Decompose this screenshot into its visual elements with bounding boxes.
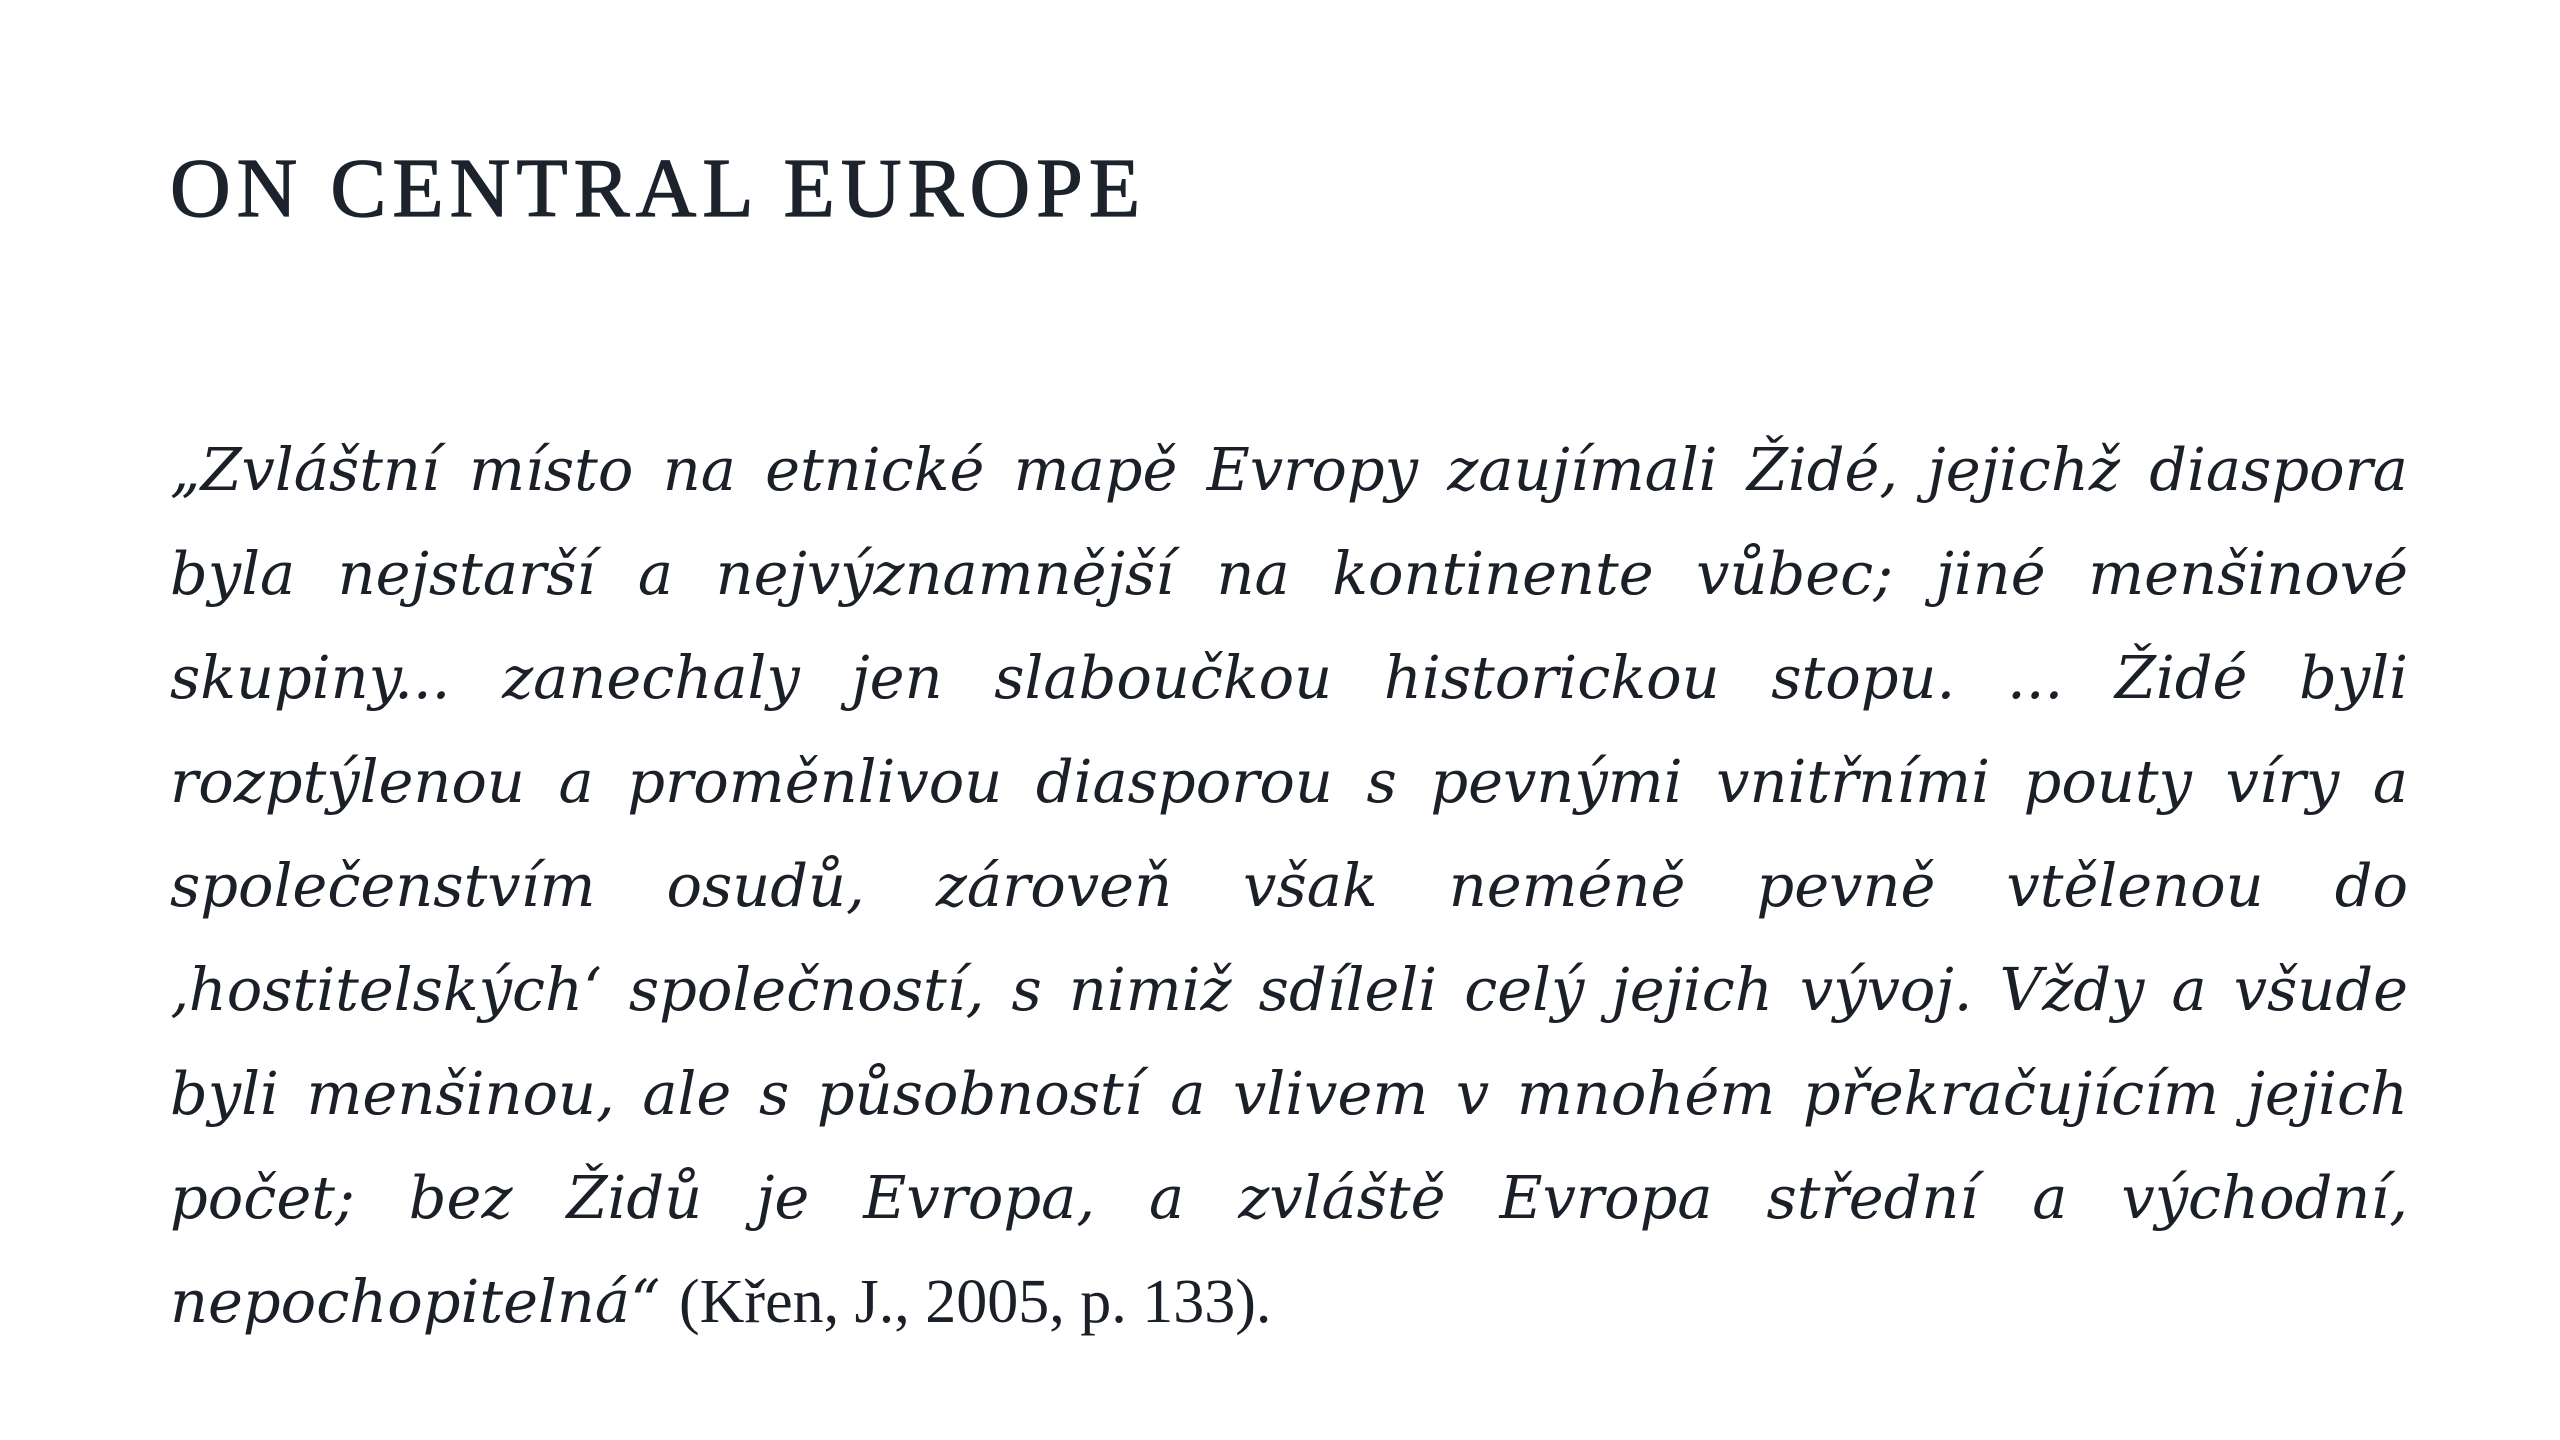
slide-title: ON CENTRAL EUROPE [170, 142, 1147, 235]
quote-block [170, 418, 2408, 1354]
quote-text: „Zvláštní místo na etnické mapě Evropy zaujímali Židé, jejichž diaspora byla nejstarší a nejvýznamnější na kontinente vůbec; jiné menšinové skupiny... zanechaly jen slaboučkou historickou stopu. ... Židé byli rozptýlenou a proměnlivou diasporou s pevnými vnitřními pouty víry a společenstvím osudů, zároveň však neméně pevně vtělenou do ‚hostitelských‘ společností, s nimiž sdíleli celý jejich vývoj. Vždy a všude byli menšinou, ale s působností a vlivem v mnohém překračujícím jejich počet; bez Židů je Evropa, a zvláště Evropa střední a východní, nepochopitelná“ [170, 435, 2408, 1336]
quote-citation: (Křen, J., 2005, p. 133). [679, 1268, 1272, 1336]
